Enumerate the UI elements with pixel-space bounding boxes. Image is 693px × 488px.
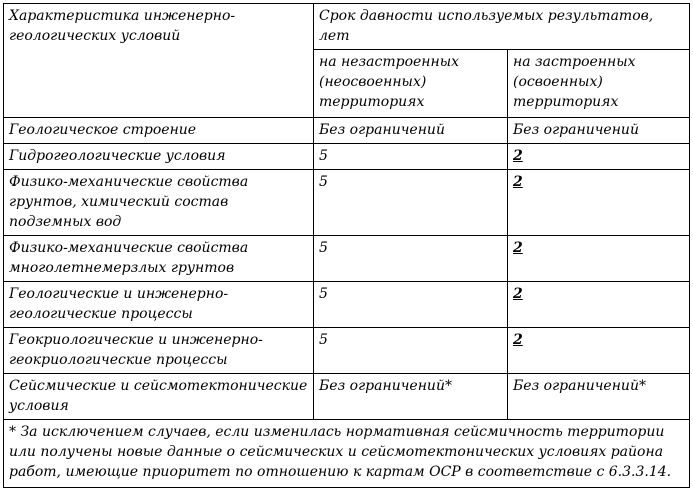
row-developed-value: 2	[513, 174, 523, 190]
row-name: Гидрогеологические условия	[4, 144, 314, 170]
row-developed	[508, 236, 690, 282]
row-undeveloped: 5	[314, 144, 508, 170]
row-developed-value: 2	[513, 332, 523, 348]
row-undeveloped: Без ограничений	[314, 118, 508, 144]
row-undeveloped: 5	[314, 328, 508, 374]
row-undeveloped: Без ограничений*	[314, 374, 508, 420]
row-developed	[508, 170, 690, 236]
row-developed	[508, 328, 690, 374]
row-developed-value: 2	[513, 286, 523, 302]
row-developed: Без ограничений	[508, 118, 690, 144]
row-undeveloped: 5	[314, 236, 508, 282]
row-undeveloped: 5	[314, 170, 508, 236]
footnote: * За исключением случаев, если изменилась нормативная сейсмичность территории или получены новые данные о сейсмических и сейсмотектонических условиях района работ, имеющие приоритет по отношению к картам ОСР в соответствие с 6.3.3.14.	[4, 420, 690, 488]
row-undeveloped: 5	[314, 282, 508, 328]
row-developed-value: 2	[513, 148, 523, 164]
table-row	[4, 236, 690, 282]
row-developed	[508, 144, 690, 170]
header-row	[4, 4, 690, 50]
table-row	[4, 144, 690, 170]
table-row	[4, 170, 690, 236]
header-characteristic: Характеристика инженерно-геологических условий	[4, 4, 314, 118]
row-name: Геологическое строение	[4, 118, 314, 144]
table-row	[4, 374, 690, 420]
row-developed: Без ограничений*	[508, 374, 690, 420]
header-period: Срок давности используемых результатов, лет	[314, 4, 690, 50]
row-name: Геокриологические и инженерно-геокриологические процессы	[4, 328, 314, 374]
row-developed-value: 2	[513, 240, 523, 256]
header-developed: на застроенных (освоенных) территориях	[508, 50, 690, 118]
header-undeveloped: на незастроенных (неосвоенных) территориях	[314, 50, 508, 118]
table-row	[4, 282, 690, 328]
footnote-row	[4, 420, 690, 488]
row-name: Геологические и инженерно-геологические процессы	[4, 282, 314, 328]
table-row	[4, 118, 690, 144]
row-name: Физико-механические свойства грунтов, химический состав подземных вод	[4, 170, 314, 236]
data-table	[3, 3, 690, 488]
row-name: Физико-механические свойства многолетнемерзлых грунтов	[4, 236, 314, 282]
table-row	[4, 328, 690, 374]
row-name: Сейсмические и сейсмотектонические условия	[4, 374, 314, 420]
row-developed	[508, 282, 690, 328]
